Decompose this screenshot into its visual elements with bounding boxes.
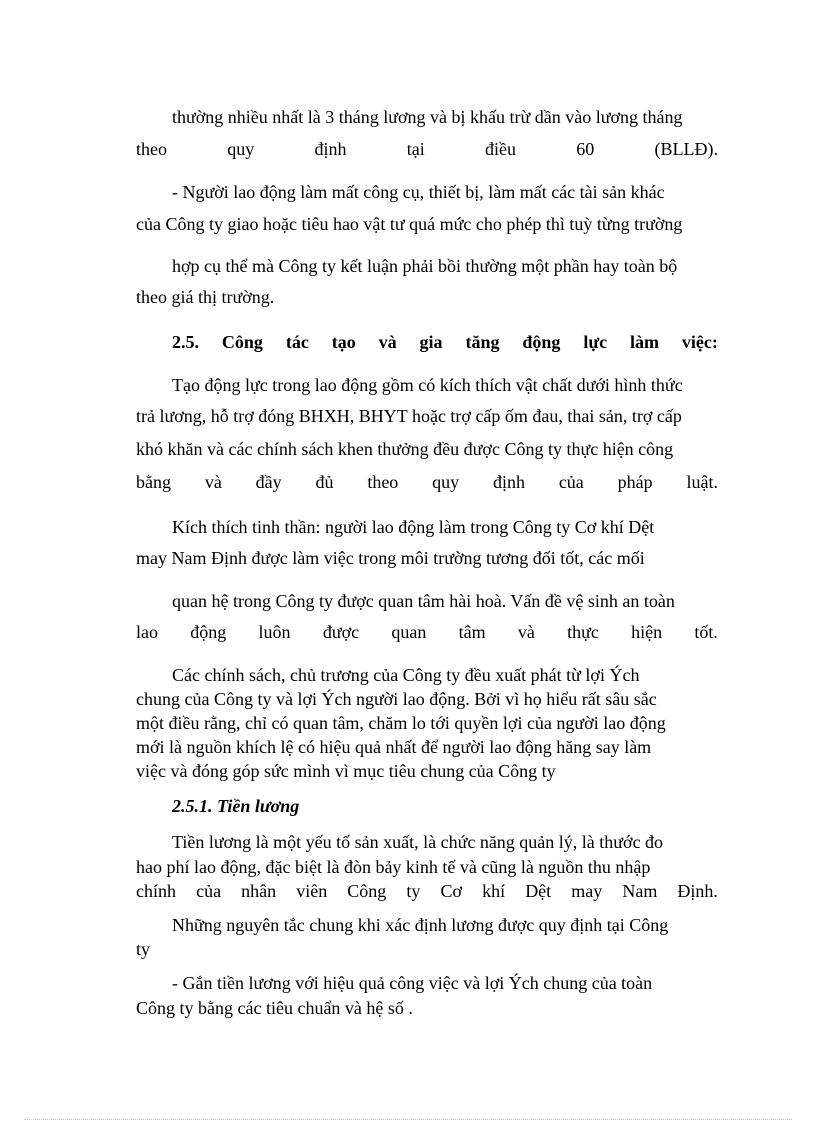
section-heading-2-5: [172, 330, 718, 354]
text-line: [136, 711, 718, 735]
text-line: [172, 663, 718, 687]
subsection-heading-2-5-1: [172, 794, 718, 818]
word: và: [378, 332, 397, 352]
word: động: [522, 332, 561, 352]
text-line: [136, 285, 718, 309]
word: Định.: [677, 881, 718, 901]
text-line: [172, 373, 718, 397]
word: gia: [419, 332, 443, 352]
word: được: [322, 622, 360, 642]
word: việc:: [681, 332, 718, 352]
word: viên: [296, 881, 328, 901]
text-line: [136, 546, 718, 570]
word: tăng: [465, 332, 500, 352]
text: hợp cụ thể mà Công ty kết luận phải bồi thường một phần hay toàn bộ: [172, 256, 678, 276]
word: nhân: [241, 881, 277, 901]
text: trả lương, hỗ trợ đóng BHXH, BHYT hoặc trợ cấp ốm đau, thai sản, trợ cấp: [136, 406, 682, 426]
word: điều: [485, 139, 517, 159]
text: Những nguyên tắc chung khi xác định lương được quy định tại Công: [172, 915, 669, 935]
word: thực: [567, 622, 599, 642]
word: lao: [136, 622, 158, 642]
word: pháp: [617, 472, 653, 492]
word: động: [190, 622, 227, 642]
text-line: [172, 589, 718, 613]
word: định: [492, 472, 525, 492]
word: Dệt: [525, 881, 552, 901]
word: (BLLĐ).: [654, 139, 718, 159]
text-line: [172, 254, 718, 278]
text: một điều rằng, chỉ có quan tâm, chăm lo tới quyền lợi của người lao động: [136, 713, 666, 733]
word: tâm: [458, 622, 486, 642]
word: của: [558, 472, 584, 492]
text: hao phí lao động, đặc biệt là đòn bảy kinh tế và cũng là nguồn thu nhập: [136, 857, 651, 877]
word: và: [517, 622, 535, 642]
word: Cơ: [440, 881, 463, 901]
text-line: [136, 996, 718, 1020]
text: 2.5.1. Tiền lương: [172, 796, 300, 816]
word: Công: [221, 332, 263, 352]
word: bằng: [136, 472, 171, 492]
word: quy: [227, 139, 255, 159]
text: quan hệ trong Công ty được quan tâm hài hoà. Vấn đề vệ sinh an toàn: [172, 591, 675, 611]
word: quy: [432, 472, 460, 492]
word: Nam: [622, 881, 658, 901]
text: may Nam Định được làm việc trong môi trường tương đối tốt, các mối: [136, 548, 645, 568]
word: Công: [347, 881, 387, 901]
word: đầy: [255, 472, 282, 492]
text-line: [172, 830, 718, 854]
text: việc và đóng góp sức mình vì mục tiêu chung của Công ty: [136, 761, 556, 781]
text-line: [136, 437, 718, 461]
text-line: [172, 515, 718, 539]
text: Tạo động lực trong lao động gồm có kích thích vật chất dưới hình thức: [172, 375, 683, 395]
text: Tiền lương là một yếu tố sản xuất, là chức năng quản lý, là thước đo: [172, 832, 664, 852]
word: tốt.: [694, 622, 718, 642]
text: - Gắn tiền lương với hiệu quả công việc và lợi Ých chung của toàn: [172, 973, 653, 993]
word: theo: [367, 472, 399, 492]
word: ty: [406, 881, 421, 901]
word: lực: [583, 332, 608, 352]
text: Công ty bằng các tiêu chuẩn và hệ số .: [136, 998, 413, 1018]
word: làm: [630, 332, 660, 352]
text-line-justified: [136, 879, 718, 903]
word: hiện: [631, 622, 663, 642]
text: Các chính sách, chủ trương của Công ty đều xuất phát từ lợi Ých: [172, 665, 640, 685]
text: mới là nguồn khích lệ có hiệu quả nhất để người lao động hăng say làm: [136, 737, 652, 757]
text: của Công ty giao hoặc tiêu hao vật tư quá mức cho phép thì tuỳ từng trường: [136, 214, 683, 234]
word: theo: [136, 139, 167, 159]
text-line: [136, 855, 718, 879]
text-line: [172, 180, 718, 204]
text-line: [136, 212, 718, 236]
text: chung của Công ty và lợi Ých người lao động. Bởi vì họ hiểu rất sâu sắc: [136, 689, 657, 709]
word: và: [204, 472, 222, 492]
text: khó khăn và các chính sách khen thưởng đều được Công ty thực hiện công: [136, 439, 674, 459]
text-line: [172, 105, 718, 129]
text-line: [136, 404, 718, 428]
text: Kích thích tinh thần: người lao động làm trong Công ty Cơ khí Dệt: [172, 517, 655, 537]
text-line: [136, 735, 718, 759]
word: quan: [391, 622, 427, 642]
word: định: [314, 139, 347, 159]
text-line-justified: [136, 470, 718, 494]
word: tác: [285, 332, 309, 352]
word: 2.5.: [172, 332, 199, 352]
word: luôn: [258, 622, 291, 642]
text-line: [136, 759, 718, 783]
text: thường nhiều nhất là 3 tháng lương và bị khấu trừ dần vào lương tháng: [172, 107, 683, 127]
text: - Người lao động làm mất công cụ, thiết bị, làm mất các tài sản khác: [172, 182, 665, 202]
text: ty: [136, 939, 151, 959]
word: khí: [482, 881, 506, 901]
text-line: [136, 687, 718, 711]
text-line: [172, 913, 718, 937]
word: tại: [406, 139, 425, 159]
word: đủ: [315, 472, 334, 492]
text-line-justified: [136, 137, 718, 161]
text-line: [136, 937, 718, 961]
word: may: [571, 881, 603, 901]
word: tạo: [331, 332, 356, 352]
word: của: [196, 881, 222, 901]
page-bottom-divider: [24, 1119, 792, 1120]
word: chính: [136, 881, 176, 901]
text-line: [172, 971, 718, 995]
word: 60: [576, 139, 595, 159]
text-line-justified: [136, 620, 718, 644]
text: theo giá thị trường.: [136, 287, 275, 307]
word: luật.: [686, 472, 718, 492]
